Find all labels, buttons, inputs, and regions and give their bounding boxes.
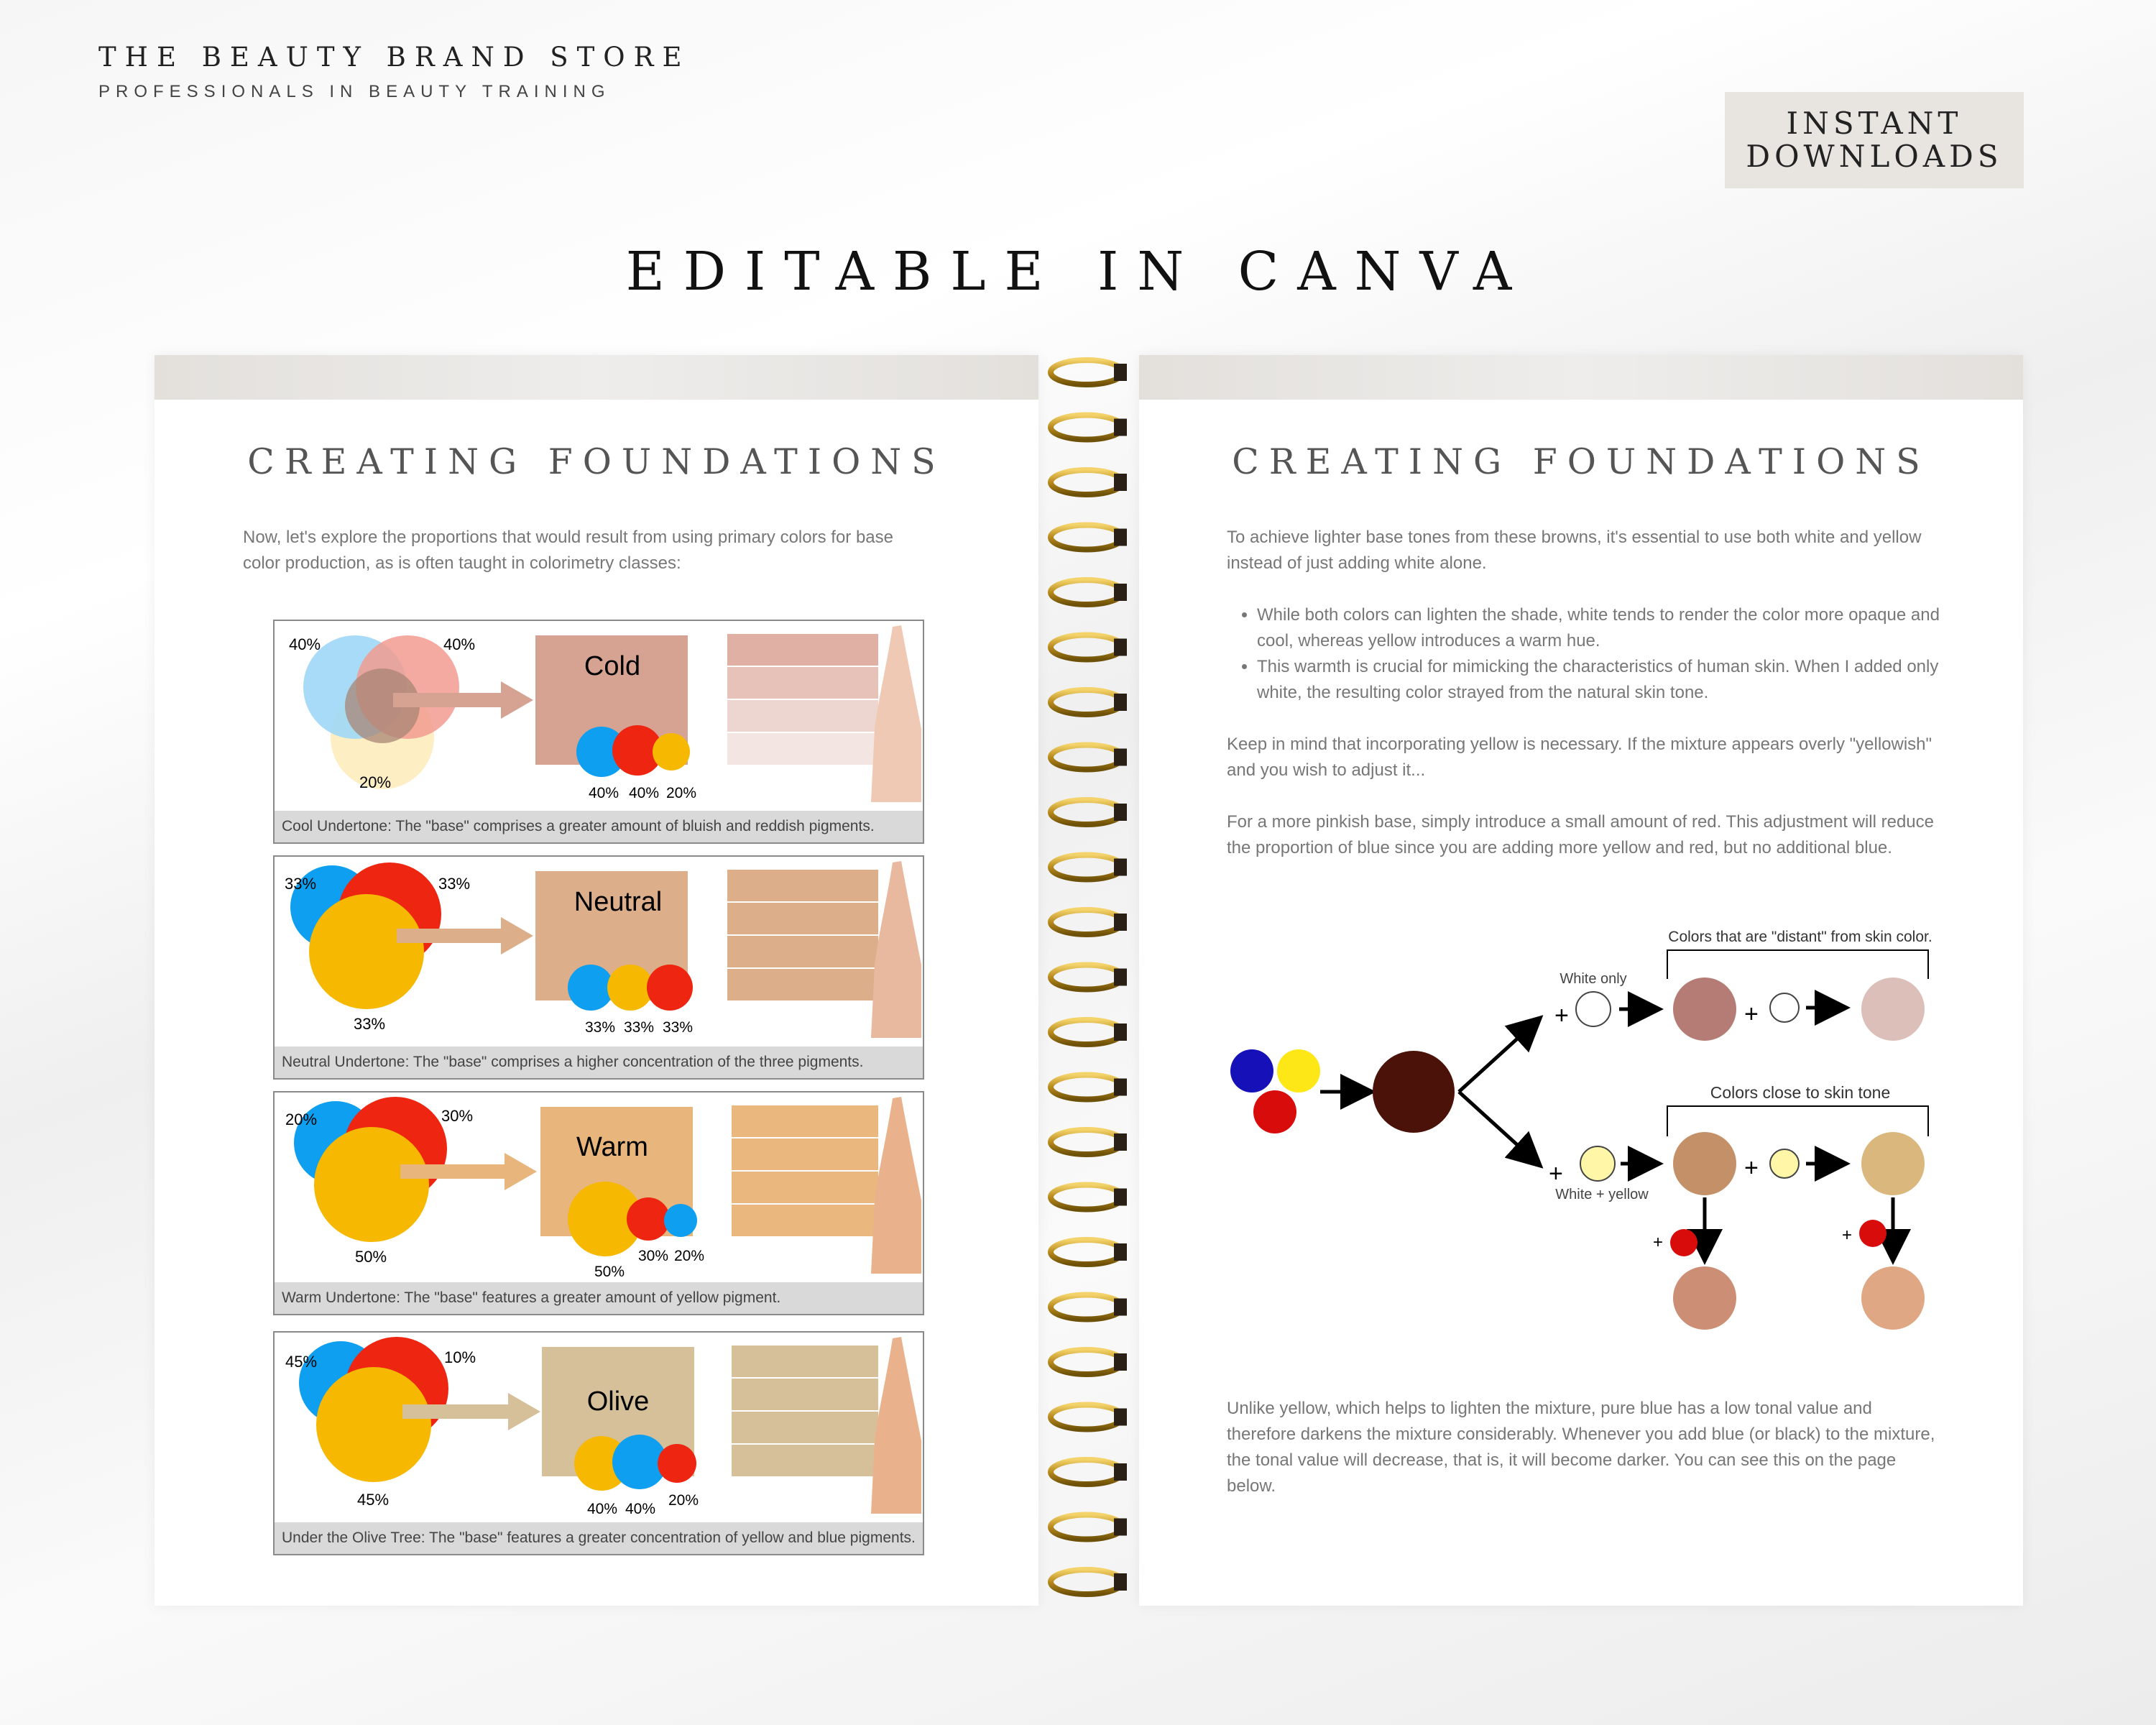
ring-hole: [1114, 419, 1127, 436]
mix-label: 30%: [638, 1248, 669, 1264]
right-page: [1139, 355, 2023, 1606]
label-white-yellow: White + yellow: [1555, 1187, 1649, 1202]
spiral-ring: [1051, 360, 1123, 385]
ring-hole: [1114, 1133, 1127, 1151]
card-olive: [273, 1331, 924, 1555]
spiral-ring: [1051, 1460, 1123, 1484]
venn-label: 20%: [359, 773, 392, 791]
red-dot: [1670, 1229, 1697, 1256]
left-intro: Now, let's explore the proportions that would result from using primary colors for base color production, as is often taught in colorimetry classes:: [243, 528, 893, 573]
ring-hole: [1114, 1409, 1127, 1426]
label-close: Colors close to skin tone: [1710, 1083, 1891, 1102]
spiral-binding: [1044, 355, 1130, 1606]
ring-hole: [1114, 1463, 1127, 1481]
main-heading: EDITABLE IN CANVA: [625, 241, 1531, 303]
mix-red: [627, 1197, 670, 1241]
spiral-ring: [1051, 855, 1123, 880]
mix-label: 20%: [666, 785, 697, 801]
venn-yellow: [314, 1127, 429, 1242]
bracket: [1667, 950, 1928, 979]
mix-label: 33%: [624, 1019, 655, 1036]
plus-sign: +: [1653, 1233, 1664, 1252]
card-title: Cold: [584, 651, 641, 681]
brand-title: THE BEAUTY BRAND STORE: [98, 42, 691, 73]
venn-label: 10%: [444, 1348, 476, 1366]
spiral-ring: [1051, 745, 1123, 770]
pale-pink-mix: [1861, 978, 1925, 1041]
shade-2: [732, 1379, 878, 1410]
right-intro: To achieve lighter base tones from these browns, it's essential to use both white and yellow instead of just adding white alone.: [1227, 528, 1922, 573]
hand-image: [871, 1097, 921, 1274]
arrow-icon: [1459, 1020, 1538, 1092]
plus-sign: +: [1744, 1154, 1759, 1182]
ring-hole: [1114, 584, 1127, 601]
white-dot: [1770, 993, 1799, 1022]
spiral-ring: [1051, 415, 1123, 440]
ring-hole: [1114, 1519, 1127, 1536]
bullet-item: • While both colors can lighten the shade, white tends to render the color more opaque and cool, whereas yellow introduces a warm hue.: [1257, 602, 1945, 654]
primary-blue: [1230, 1049, 1273, 1092]
mix-label: 33%: [585, 1019, 616, 1036]
spiral-ring: [1051, 1405, 1123, 1430]
label-white-only: White only: [1560, 971, 1627, 987]
color-mixing-diagram: [1139, 916, 2023, 1376]
ring-hole: [1114, 1299, 1127, 1316]
badge-line-1: INSTANT: [1786, 106, 1963, 141]
plus-sign: +: [1549, 1160, 1563, 1187]
spiral-ring: [1051, 690, 1123, 714]
card-title: Neutral: [573, 887, 663, 917]
badge-line-2: DOWNLOADS: [1746, 139, 2003, 174]
venn-yellow: [316, 1367, 431, 1482]
ring-hole: [1114, 1024, 1127, 1041]
venn-label: 40%: [289, 635, 321, 653]
shade-3: [727, 936, 878, 967]
shade-4: [732, 1205, 878, 1236]
mix-label: 40%: [629, 785, 660, 801]
venn-label: 45%: [285, 1353, 318, 1371]
mix-yellow: [607, 965, 653, 1011]
spiral-ring: [1051, 1515, 1123, 1540]
mix-label: 20%: [668, 1492, 699, 1509]
red-dot: [1859, 1220, 1886, 1247]
hand-image: [871, 861, 921, 1038]
venn-label: 45%: [357, 1491, 390, 1509]
plus-sign: +: [1842, 1225, 1853, 1245]
ring-hole: [1114, 914, 1127, 931]
rosy-tan-mix: [1673, 1266, 1736, 1330]
shade-3: [732, 1172, 878, 1203]
card-cold: [273, 620, 924, 844]
spiral-ring: [1051, 525, 1123, 550]
spiral-ring: [1051, 1075, 1123, 1100]
mix-yellow: [653, 733, 690, 770]
ring-hole: [1114, 1079, 1127, 1096]
shade-3: [732, 1412, 878, 1443]
plus-sign: +: [1744, 1000, 1759, 1028]
spiral-ring: [1051, 1130, 1123, 1154]
white-yellow-dot: [1770, 1149, 1799, 1178]
hand-image: [871, 1337, 921, 1514]
spiral-ring: [1051, 1020, 1123, 1044]
white-yellow-dot: [1580, 1146, 1615, 1181]
venn-yellow: [309, 894, 424, 1009]
mix-label: 33%: [663, 1019, 694, 1036]
white-dot: [1576, 992, 1611, 1026]
bullet-list: [1227, 602, 1945, 706]
mix-blue: [664, 1204, 697, 1237]
venn-label: 33%: [354, 1015, 386, 1033]
card-caption: Neutral Undertone: The "base" comprises a higher concentration of the three pigments.: [275, 1046, 923, 1078]
spiral-ring: [1051, 910, 1123, 934]
spiral-ring: [1051, 1570, 1123, 1594]
shade-1: [727, 870, 878, 901]
shade-4: [727, 733, 878, 765]
right-para-2: Keep in mind that incorporating yellow is necessary. If the mixture appears overly "yellowish" and you wish to adjust it...: [1227, 735, 1932, 780]
spiral-ring: [1051, 635, 1123, 660]
card-warm: [273, 1091, 924, 1315]
spiral-ring: [1051, 1240, 1123, 1264]
ring-hole: [1114, 364, 1127, 381]
ring-hole: [1114, 804, 1127, 821]
tan-mix: [1673, 1132, 1736, 1195]
card-caption: Warm Undertone: The "base" features a greater amount of yellow pigment.: [275, 1282, 923, 1314]
bracket: [1667, 1106, 1928, 1136]
spiral-ring: [1051, 1350, 1123, 1374]
venn-label: 50%: [355, 1248, 387, 1266]
dark-brown-mix: [1373, 1051, 1455, 1133]
left-page: [155, 355, 1038, 1606]
mix-blue: [568, 965, 614, 1011]
mix-label: 50%: [594, 1264, 625, 1280]
ring-hole: [1114, 1189, 1127, 1206]
shade-2: [727, 903, 878, 934]
spiral-ring: [1051, 1185, 1123, 1210]
right-page-heading: CREATING FOUNDATIONS: [1232, 441, 1930, 482]
venn-label: 20%: [285, 1110, 318, 1128]
shade-1: [732, 1105, 878, 1137]
ring-hole: [1114, 694, 1127, 711]
page-header-band: [1139, 355, 2023, 400]
card-caption: Cool Undertone: The "base" comprises a greater amount of bluish and reddish pigments.: [275, 811, 923, 842]
shade-1: [727, 634, 878, 666]
shade-4: [727, 969, 878, 1000]
light-tan-mix: [1861, 1132, 1925, 1195]
card-neutral: [273, 855, 924, 1080]
ring-hole: [1114, 1573, 1127, 1591]
primary-yellow: [1277, 1049, 1320, 1092]
ring-hole: [1114, 1243, 1127, 1261]
ring-hole: [1114, 1353, 1127, 1371]
right-para-4: Unlike yellow, which helps to lighten the mixture, pure blue has a low tonal value and therefore darkens the mixture considerably. Whenever you add blue (or black) to the mixture, the tonal value will decrease, that is, it will become darker. You can see this on the page below.: [1227, 1399, 1935, 1496]
mix-red: [658, 1444, 696, 1483]
venn-label: 33%: [285, 875, 317, 893]
ring-hole: [1114, 639, 1127, 656]
brand-tagline: PROFESSIONALS IN BEAUTY TRAINING: [98, 82, 611, 101]
right-para-3: For a more pinkish base, simply introduce a small amount of red. This adjustment will reduce the proportion of blue since you are adding more yellow and red, but no additional blue.: [1227, 812, 1934, 857]
left-page-heading: CREATING FOUNDATIONS: [247, 441, 946, 482]
mix-label: 20%: [674, 1248, 705, 1264]
venn-label: 40%: [443, 635, 476, 653]
hand-image: [871, 625, 921, 802]
mix-label: 40%: [589, 785, 619, 801]
mauve-mix: [1673, 978, 1736, 1041]
card-title: Warm: [576, 1132, 648, 1162]
mix-red: [647, 965, 693, 1011]
label-distant: Colors that are "distant" from skin color.: [1668, 929, 1932, 945]
instant-downloads-badge: [1725, 92, 2024, 188]
card-title: Olive: [586, 1386, 650, 1417]
page-header-band: [155, 355, 1038, 400]
bullet-item: • This warmth is crucial for mimicking the characteristics of human skin. When I added only white, the resulting color strayed from the natural skin tone.: [1257, 654, 1945, 706]
shade-4: [732, 1445, 878, 1476]
ring-hole: [1114, 749, 1127, 766]
shade-2: [727, 667, 878, 699]
ring-hole: [1114, 529, 1127, 546]
peach-mix: [1861, 1266, 1925, 1330]
spiral-ring: [1051, 1295, 1123, 1320]
spiral-ring: [1051, 580, 1123, 604]
ring-hole: [1114, 474, 1127, 491]
venn-label: 30%: [441, 1107, 474, 1125]
venn-label: 33%: [438, 875, 471, 893]
spiral-ring: [1051, 470, 1123, 494]
ring-hole: [1114, 859, 1127, 876]
shade-3: [727, 700, 878, 732]
arrow-icon: [1459, 1092, 1538, 1164]
spiral-ring: [1051, 800, 1123, 824]
shade-1: [732, 1346, 878, 1377]
primary-red: [1253, 1090, 1296, 1133]
shade-2: [732, 1138, 878, 1170]
mix-label: 40%: [625, 1501, 656, 1517]
plus-sign: +: [1554, 1002, 1569, 1029]
mix-label: 40%: [587, 1501, 618, 1517]
ring-hole: [1114, 969, 1127, 986]
card-caption: Under the Olive Tree: The "base" features a greater concentration of yellow and blue pigments.: [275, 1522, 923, 1554]
spiral-ring: [1051, 965, 1123, 990]
